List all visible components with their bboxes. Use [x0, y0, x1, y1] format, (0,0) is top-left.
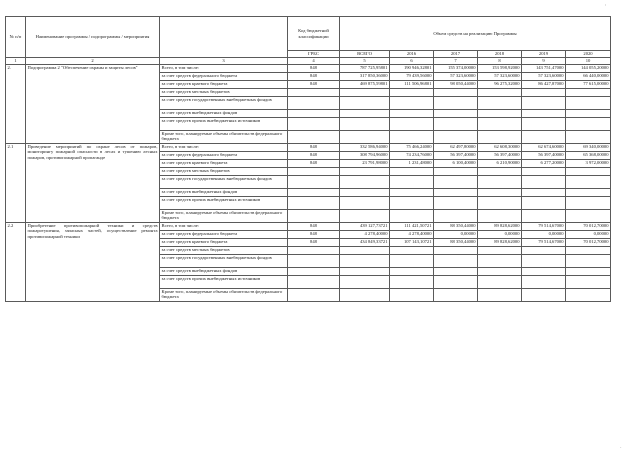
grbs-code — [288, 88, 340, 96]
grbs-code: 848 — [288, 72, 340, 80]
year-amount — [390, 275, 434, 288]
total-amount: 439 127,73721 — [340, 222, 390, 230]
year-amount — [434, 246, 478, 254]
year-amount: 56 397,40000 — [434, 151, 478, 159]
col-header-year: 2019 — [522, 51, 566, 58]
grbs-code: 848 — [288, 159, 340, 167]
funding-source: за счет средств прочих внебюджетных источников — [160, 117, 288, 130]
col-number: 9 — [522, 58, 566, 65]
year-amount: 111 421,50721 — [390, 222, 434, 230]
year-amount: 4 278,40000 — [390, 230, 434, 238]
col-header-year: 2018 — [478, 51, 522, 58]
year-amount — [478, 246, 522, 254]
year-amount: 66 440,00000 — [566, 72, 611, 80]
funding-source: за счет средств краевого бюджета — [160, 80, 288, 88]
grbs-code — [288, 246, 340, 254]
col-header-amount: Объем средств на реализацию Программы — [340, 17, 611, 51]
year-amount — [434, 188, 478, 196]
year-amount — [522, 96, 566, 109]
year-amount: 0,00000 — [522, 230, 566, 238]
total-amount: 4 278,40000 — [340, 230, 390, 238]
funding-source: за счет средств местных бюджетов — [160, 88, 288, 96]
year-amount: 57 323,60000 — [522, 72, 566, 80]
col-number: 2 — [26, 58, 160, 65]
corner-mark-bottom: · — [620, 446, 622, 451]
year-amount — [566, 167, 611, 175]
year-amount — [478, 267, 522, 275]
total-amount — [340, 130, 390, 143]
col-number: 8 — [478, 58, 522, 65]
total-amount — [340, 246, 390, 254]
year-amount — [390, 96, 434, 109]
year-amount — [566, 254, 611, 267]
year-amount: 1 231,48000 — [390, 159, 434, 167]
year-amount: 143 751,47000 — [522, 64, 566, 72]
year-amount — [390, 109, 434, 117]
year-amount: 0,00000 — [478, 230, 522, 238]
year-amount — [390, 288, 434, 301]
year-amount — [434, 109, 478, 117]
year-amount — [566, 109, 611, 117]
grbs-code: 848 — [288, 222, 340, 230]
funding-source: за счет средств прочих внебюджетных источников — [160, 275, 288, 288]
year-amount — [522, 275, 566, 288]
year-amount: 70 012,70000 — [566, 238, 611, 246]
year-amount — [434, 254, 478, 267]
column-number-row — [6, 58, 611, 65]
year-amount — [434, 267, 478, 275]
total-amount — [340, 288, 390, 301]
year-amount — [566, 88, 611, 96]
year-amount: 6 277,20000 — [522, 159, 566, 167]
year-amount: 86 427,87000 — [522, 80, 566, 88]
year-amount: 96 275,32000 — [478, 80, 522, 88]
funding-source: Кроме того, планируемые объемы обязательств федерального бюджета — [160, 209, 288, 222]
program-name: Проведение мероприятий по охране лесов от пожаров, мониторингу пожарной опасности в лесах и тушению лесных пожаров, противопожарной пропаганде — [26, 143, 160, 222]
grbs-code — [288, 130, 340, 143]
year-amount: 56 397,40000 — [478, 151, 522, 159]
year-amount: 88 350,44000 — [434, 238, 478, 246]
year-amount: 0,00000 — [566, 230, 611, 238]
year-amount — [522, 288, 566, 301]
col-header-name: Наименование программы / подпрограммы / мероприятия — [26, 17, 160, 58]
grbs-code: 848 — [288, 64, 340, 72]
col-header-code: Код бюджетной классификации — [288, 17, 340, 51]
year-amount — [566, 288, 611, 301]
col-number: 5 — [340, 58, 390, 65]
total-amount — [340, 267, 390, 275]
col-header-grbs: ГРБС — [288, 51, 340, 58]
year-amount — [390, 88, 434, 96]
year-amount — [522, 88, 566, 96]
year-amount — [522, 267, 566, 275]
year-amount — [478, 88, 522, 96]
year-amount — [390, 188, 434, 196]
year-amount: 75 466,24000 — [390, 143, 434, 151]
funding-source: за счет средств государственных внебюджетных фондов — [160, 254, 288, 267]
year-amount — [566, 196, 611, 209]
grbs-code — [288, 209, 340, 222]
year-amount: 79 439,56000 — [390, 72, 434, 80]
funding-source: Всего, в том числе: — [160, 64, 288, 72]
year-amount: 79 514,67000 — [522, 238, 566, 246]
year-amount — [390, 209, 434, 222]
total-amount: 317 850,36000 — [340, 72, 390, 80]
year-amount — [434, 209, 478, 222]
col-header-num: № п/п — [6, 17, 26, 58]
col-number: 3 — [160, 58, 288, 65]
year-amount — [390, 246, 434, 254]
year-amount — [522, 130, 566, 143]
year-amount — [434, 130, 478, 143]
year-amount — [478, 175, 522, 188]
year-amount — [434, 175, 478, 188]
funding-source: за счет средств государственных внебюджетных фондов — [160, 175, 288, 188]
year-amount: 62 674,60000 — [522, 143, 566, 151]
grbs-code — [288, 167, 340, 175]
grbs-code — [288, 288, 340, 301]
year-amount: 65 368,00000 — [566, 151, 611, 159]
funding-source: за счет средств прочих внебюджетных источников — [160, 196, 288, 209]
year-amount — [434, 288, 478, 301]
grbs-code — [288, 254, 340, 267]
year-amount — [478, 117, 522, 130]
year-amount — [566, 246, 611, 254]
funding-source: Всего, в том числе: — [160, 143, 288, 151]
col-header-total: ВСЕГО — [340, 51, 390, 58]
year-amount — [522, 209, 566, 222]
year-amount — [522, 196, 566, 209]
header-row — [6, 17, 611, 51]
year-amount — [478, 109, 522, 117]
program-name: Приобретение противопожарной техники и средств пожаротушения, запасных частей, осуществление ремонта противопожарной техники — [26, 222, 160, 301]
year-amount — [390, 130, 434, 143]
year-amount: 62 608,30000 — [478, 143, 522, 151]
year-amount — [478, 130, 522, 143]
funding-source: за счет средств местных бюджетов — [160, 246, 288, 254]
year-amount — [566, 267, 611, 275]
funding-source: Всего, в том числе: — [160, 222, 288, 230]
year-amount — [390, 167, 434, 175]
total-amount — [340, 117, 390, 130]
grbs-code: 848 — [288, 151, 340, 159]
year-amount — [478, 96, 522, 109]
col-number: 6 — [390, 58, 434, 65]
year-amount — [478, 188, 522, 196]
year-amount: 3 972,00000 — [566, 159, 611, 167]
grbs-code — [288, 275, 340, 288]
year-amount — [566, 275, 611, 288]
funding-source: за счет средств государственных внебюджетных фондов — [160, 96, 288, 109]
year-amount — [434, 96, 478, 109]
year-amount — [390, 175, 434, 188]
year-amount: 88 350,44000 — [434, 222, 478, 230]
funding-source: за счет средств федерального бюджета — [160, 230, 288, 238]
grbs-code: 848 — [288, 143, 340, 151]
year-amount: 190 946,32801 — [390, 64, 434, 72]
year-amount: 0,00000 — [434, 230, 478, 238]
total-amount: 434 849,33721 — [340, 238, 390, 246]
year-amount — [390, 267, 434, 275]
total-amount — [340, 254, 390, 267]
year-amount: 111 506,96801 — [390, 80, 434, 88]
year-amount: 89 828,62000 — [478, 238, 522, 246]
grbs-code — [288, 117, 340, 130]
year-amount — [390, 254, 434, 267]
year-amount — [522, 175, 566, 188]
year-amount: 89 828,62000 — [478, 222, 522, 230]
year-amount — [478, 196, 522, 209]
program-funding-table — [5, 16, 610, 302]
grbs-code — [288, 267, 340, 275]
total-amount — [340, 96, 390, 109]
total-amount: 23 791,98000 — [340, 159, 390, 167]
col-header-year: 2020 — [566, 51, 611, 58]
funding-source: за счет средств федерального бюджета — [160, 72, 288, 80]
grbs-code — [288, 109, 340, 117]
funding-source: за счет средств внебюджетных фондов — [160, 188, 288, 196]
year-amount — [566, 130, 611, 143]
year-amount — [434, 196, 478, 209]
year-amount — [566, 175, 611, 188]
col-header-year: 2017 — [434, 51, 478, 58]
total-amount — [340, 196, 390, 209]
funding-source: за счет средств федерального бюджета — [160, 151, 288, 159]
funding-source: за счет средств краевого бюджета — [160, 238, 288, 246]
year-amount — [478, 288, 522, 301]
year-amount: 74 234,76000 — [390, 151, 434, 159]
year-amount: 79 514,67000 — [522, 222, 566, 230]
year-amount — [566, 96, 611, 109]
funding-source: Кроме того, планируемые объемы обязательств федерального бюджета — [160, 288, 288, 301]
funding-source: за счет средств внебюджетных фондов — [160, 109, 288, 117]
funding-source: Кроме того, планируемые объемы обязательств федерального бюджета — [160, 130, 288, 143]
year-amount — [434, 88, 478, 96]
table-row — [6, 222, 611, 230]
year-amount: 98 050,44000 — [434, 80, 478, 88]
year-amount: 70 012,70000 — [566, 222, 611, 230]
total-amount: 332 586,94000 — [340, 143, 390, 151]
year-amount: 153 598,92000 — [478, 64, 522, 72]
col-number: 7 — [434, 58, 478, 65]
funding-source: за счет средств краевого бюджета — [160, 159, 288, 167]
row-number: 2.1 — [6, 143, 26, 222]
table-row — [6, 143, 611, 151]
total-amount — [340, 109, 390, 117]
col-number: 4 — [288, 58, 340, 65]
corner-mark: ' — [605, 5, 606, 10]
year-amount — [478, 254, 522, 267]
year-amount: 57 323,60000 — [434, 72, 478, 80]
year-amount — [566, 117, 611, 130]
year-amount: 155 374,00000 — [434, 64, 478, 72]
col-header-year: 2016 — [390, 51, 434, 58]
year-amount — [390, 117, 434, 130]
grbs-code: 848 — [288, 80, 340, 88]
year-amount — [434, 275, 478, 288]
year-amount — [478, 167, 522, 175]
year-amount — [390, 196, 434, 209]
year-amount — [522, 246, 566, 254]
total-amount: 787 725,95801 — [340, 64, 390, 72]
total-amount — [340, 175, 390, 188]
total-amount — [340, 209, 390, 222]
year-amount: 57 323,60000 — [478, 72, 522, 80]
year-amount — [566, 209, 611, 222]
year-amount — [522, 254, 566, 267]
total-amount — [340, 188, 390, 196]
year-amount — [522, 188, 566, 196]
grbs-code — [288, 188, 340, 196]
year-amount — [522, 117, 566, 130]
total-amount: 308 794,96000 — [340, 151, 390, 159]
row-number: 2.2 — [6, 222, 26, 301]
year-amount — [478, 275, 522, 288]
year-amount — [434, 167, 478, 175]
year-amount: 107 143,10721 — [390, 238, 434, 246]
year-amount: 69 340,00000 — [566, 143, 611, 151]
funding-source: за счет средств местных бюджетов — [160, 167, 288, 175]
grbs-code — [288, 96, 340, 109]
year-amount — [478, 209, 522, 222]
total-amount — [340, 275, 390, 288]
year-amount: 77 615,00000 — [566, 80, 611, 88]
grbs-code — [288, 175, 340, 188]
table-row — [6, 64, 611, 72]
col-number: 1 — [6, 58, 26, 65]
year-amount: 6 100,40000 — [434, 159, 478, 167]
year-amount: 62 497,80000 — [434, 143, 478, 151]
col-number: 10 — [566, 58, 611, 65]
grbs-code: 848 — [288, 230, 340, 238]
total-amount: 469 875,59801 — [340, 80, 390, 88]
grbs-code: 848 — [288, 238, 340, 246]
total-amount — [340, 167, 390, 175]
year-amount — [566, 188, 611, 196]
total-amount — [340, 88, 390, 96]
year-amount: 6 210,90000 — [478, 159, 522, 167]
grbs-code — [288, 196, 340, 209]
col-header-source — [160, 17, 288, 58]
funding-source: за счет средств внебюджетных фондов — [160, 267, 288, 275]
year-amount — [434, 117, 478, 130]
year-amount — [522, 167, 566, 175]
year-amount — [522, 109, 566, 117]
year-amount: 144 055,20000 — [566, 64, 611, 72]
row-number: 2. — [6, 64, 26, 143]
program-name: Подпрограмма 2 "Обеспечение охраны и защиты лесов" — [26, 64, 160, 143]
year-amount: 56 397,40000 — [522, 151, 566, 159]
